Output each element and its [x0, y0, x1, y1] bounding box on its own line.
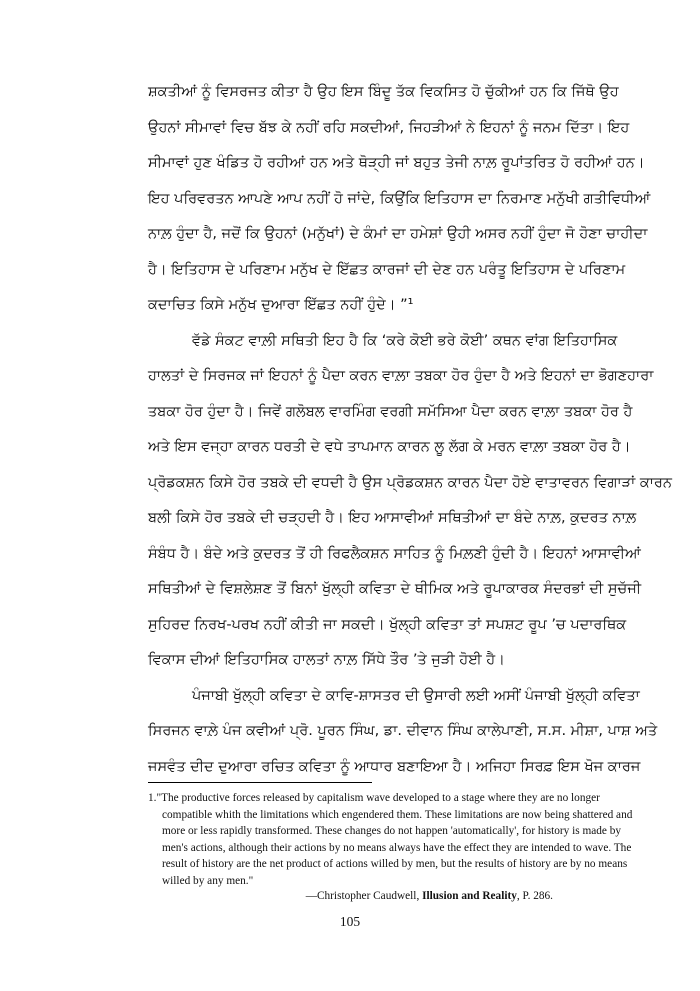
- text-line: ਪੰਜਾਬੀ ਖੁੱਲ੍ਹੀ ਕਵਿਤਾ ਦੇ ਕਾਵਿ-ਸ਼ਾਸਤਰ ਦੀ ਉਸਾਰੀ ਲਈ ਅਸੀਂ ਪੰਜਾਬੀ ਖੁੱਲ੍ਹੀ ਕਵਿਤਾ: [192, 687, 640, 704]
- text-line: ਉਹਨਾਂ ਸੀਮਾਵਾਂ ਵਿਚ ਬੱਝ ਕੇ ਨਹੀਂ ਰਹਿ ਸਕਦੀਆਂ, ਜਿਹੜੀਆਂ ਨੇ ਇਹਨਾਂ ਨੂੰ ਜਨਮ ਦਿੱਤਾ। ਇਹ: [148, 119, 630, 136]
- footnote: [148, 790, 633, 890]
- footnote-line: willed by any men.": [162, 874, 254, 887]
- footnote-line: compatible whith the limitations which engendered them. These limitations are now being shattered and: [162, 808, 633, 821]
- text-line: ਕਦਾਚਿਤ ਕਿਸੇ ਮਨੁੱਖ ਦੁਆਰਾ ਇੱਛਤ ਨਹੀਂ ਹੁੰਦੇ। ”¹: [148, 297, 414, 313]
- text-line: ਸੀਮਾਵਾਂ ਹੁਣ ਖੰਡਿਤ ਹੋ ਰਹੀਆਂ ਹਨ ਅਤੇ ਥੋੜ੍ਹੀ ਜਾਂ ਬਹੁਤ ਤੇਜੀ ਨਾਲ਼ ਰੂਪਾਂਤਰਿਤ ਹੋ ਰਹੀਆਂ ਹਨ।: [148, 155, 645, 171]
- paragraph-2: [148, 329, 672, 684]
- text-line: ਜਸਵੰਤ ਦੀਦ ਦੁਆਰਾ ਰਚਿਤ ਕਵਿਤਾ ਨੂੰ ਆਧਾਰ ਬਣਾਇਆ ਹੈ। ਅਜਿਹਾ ਸਿਰਫ਼ ਇਸ ਖੋਜ ਕਾਰਜ: [148, 758, 641, 775]
- text-line: ਸੁਹਿਰਦ ਨਿਰਖ-ਪਰਖ ਨਹੀਂ ਕੀਤੀ ਜਾ ਸਕਦੀ। ਖੁੱਲ੍ਹੀ ਕਵਿਤਾ ਤਾਂ ਸਪਸ਼ਟ ਰੂਪ ’ਚ ਪਦਾਰਥਿਕ: [148, 616, 627, 633]
- main-text: [148, 80, 672, 790]
- text-line: ਹੈ। ਇਤਿਹਾਸ ਦੇ ਪਰਿਣਾਮ ਮਨੁੱਖ ਦੇ ਇੱਛਤ ਕਾਰਜਾਂ ਦੀ ਦੇਣ ਹਨ ਪਰੰਤੂ ਇਤਿਹਾਸ ਦੇ ਪਰਿਣਾਮ: [148, 261, 626, 278]
- text-line: ਵੱਡੇ ਸੰਕਟ ਵਾਲ਼ੀ ਸਥਿਤੀ ਇਹ ਹੈ ਕਿ ‘ਕਰੇ ਕੋਈ ਭਰੇ ਕੋਈ’ ਕਥਨ ਵਾਂਗ ਇਤਿਹਾਸਿਕ: [192, 332, 618, 349]
- attribution-page: , P. 286.: [516, 890, 553, 902]
- page-number: 105: [339, 914, 361, 929]
- text-line: ਬਲੀ ਕਿਸੇ ਹੋਰ ਤਬਕੇ ਦੀ ਚੜ੍ਹਦੀ ਹੈ। ਇਹ ਆਸਾਵੀਆਂ ਸਥਿਤੀਆਂ ਦਾ ਬੰਦੇ ਨਾਲ਼, ਕੁਦਰਤ ਨਾਲ਼: [148, 510, 637, 526]
- footnote-line: men's actions, although their actions by no means always have the effect they are intended to wave. The: [162, 841, 632, 854]
- text-line: ਵਿਕਾਸ ਦੀਆਂ ਇਤਿਹਾਸਿਕ ਹਾਲਤਾਂ ਨਾਲ਼ ਸਿੱਧੇ ਤੌਰ ’ਤੇ ਜੁੜੀ ਹੋਈ ਹੈ।: [148, 652, 505, 668]
- footnote-attribution: [306, 890, 553, 902]
- text-line: ਅਤੇ ਇਸ ਵਜ੍ਹਾ ਕਾਰਨ ਧਰਤੀ ਦੇ ਵਧੇ ਤਾਪਮਾਨ ਕਾਰਨ ਲੂ ਲੱਗ ਕੇ ਮਰਨ ਵਾਲ਼ਾ ਤਬਕਾ ਹੋਰ ਹੈ।: [148, 439, 631, 455]
- footnote-line: more or less rapidly transformed. These changes do not happen 'automatically', for history is made by: [162, 825, 622, 838]
- text-line: ਨਾਲ਼ ਹੁੰਦਾ ਹੈ, ਜਦੋਂ ਕਿ ਉਹਨਾਂ (ਮਨੁੱਖਾਂ) ਦੇ ਕੰਮਾਂ ਦਾ ਹਮੇਸ਼ਾਂ ਉਹੀ ਅਸਰ ਨਹੀਂ ਹੁੰਦਾ ਜੋ ਹੋਣਾ ਚਾਹੀਦਾ: [148, 226, 648, 242]
- text-line: ਇਹ ਪਰਿਵਰਤਨ ਆਪਣੇ ਆਪ ਨਹੀਂ ਹੋ ਜਾਂਦੇ, ਕਿਉਂਕਿ ਇਤਿਹਾਸ ਦਾ ਨਿਰਮਾਣ ਮਨੁੱਖੀ ਗਤੀਵਿਧੀਆਂ: [148, 190, 651, 207]
- text-line: ਸਥਿਤੀਆਂ ਦੇ ਵਿਸ਼ਲੇਸ਼ਣ ਤੋਂ ਬਿਨਾਂ ਖੁੱਲ੍ਹੀ ਕਵਿਤਾ ਦੇ ਥੀਮਿਕ ਅਤੇ ਰੂਪਾਕਾਰਕ ਸੰਦਰਭਾਂ ਦੀ ਸੁਚੱਜੀ: [148, 581, 642, 597]
- text-line: ਸੰਬੰਧ ਹੈ। ਬੰਦੇ ਅਤੇ ਕੁਦਰਤ ਤੋਂ ਹੀ ਰਿਫਲੈਕਸ਼ਨ ਸਾਹਿਤ ਨੂੰ ਮਿਲ਼ਣੀ ਹੁੰਦੀ ਹੈ। ਇਹਨਾਂ ਆਸਾਵੀਆਂ: [148, 545, 641, 562]
- text-line: ਸ਼ਕਤੀਆਂ ਨੂੰ ਵਿਸਰਜਤ ਕੀਤਾ ਹੈ ਉਹ ਇਸ ਬਿੰਦੂ ਤੱਕ ਵਿਕਸਿਤ ਹੋ ਚੁੱਕੀਆਂ ਹਨ ਕਿ ਜਿੱਥੋ ਉਹ: [148, 84, 619, 100]
- footnote-line: result of history are the net product of actions willed by men, but the results of history are by no means: [162, 858, 628, 871]
- footnote-line: 1."The productive forces released by capitalism wave developed to a stage where they are no longer: [148, 792, 600, 804]
- text-line: ਸਿਰਜਨ ਵਾਲ਼ੇ ਪੰਜ ਕਵੀਆਂ ਪ੍ਰੋ. ਪੂਰਨ ਸਿੰਘ, ਡਾ. ਦੀਵਾਨ ਸਿੰਘ ਕਾਲੇਪਾਣੀ, ਸ.ਸ. ਮੀਸ਼ਾ, ਪਾਸ਼ ਅਤੇ: [148, 723, 658, 739]
- paragraph-1: [148, 80, 651, 329]
- text-line: ਹਾਲਤਾਂ ਦੇ ਸਿਰਜਕ ਜਾਂ ਇਹਨਾਂ ਨੂੰ ਪੈਦਾ ਕਰਨ ਵਾਲ਼ਾ ਤਬਕਾ ਹੋਰ ਹੁੰਦਾ ਹੈ ਅਤੇ ਇਹਨਾਂ ਦਾ ਭੋਗਣਹਾਰਾ: [148, 368, 654, 384]
- text-line: ਪ੍ਰੋਡਕਸ਼ਨ ਕਿਸੇ ਹੋਰ ਤਬਕੇ ਦੀ ਵਧਦੀ ਹੈ ਉਸ ਪ੍ਰੋਡਕਸ਼ਨ ਕਾਰਨ ਪੈਦਾ ਹੋਏ ਵਾਤਾਵਰਨ ਵਿਗਾੜਾਂ ਕਾਰਨ: [148, 474, 672, 491]
- attribution-author: —Christopher Caudwell,: [305, 890, 423, 902]
- paragraph-3: [148, 684, 658, 791]
- attribution-title: Illusion and Reality: [422, 890, 517, 902]
- text-line: ਤਬਕਾ ਹੋਰ ਹੁੰਦਾ ਹੈ। ਜਿਵੇਂ ਗਲੋਬਲ ਵਾਰਮਿੰਗ ਵਰਗੀ ਸਮੱਸਿਆ ਪੈਦਾ ਕਰਨ ਵਾਲ਼ਾ ਤਬਕਾ ਹੋਰ ਹੈ: [148, 403, 633, 420]
- footnote-separator: [148, 782, 372, 783]
